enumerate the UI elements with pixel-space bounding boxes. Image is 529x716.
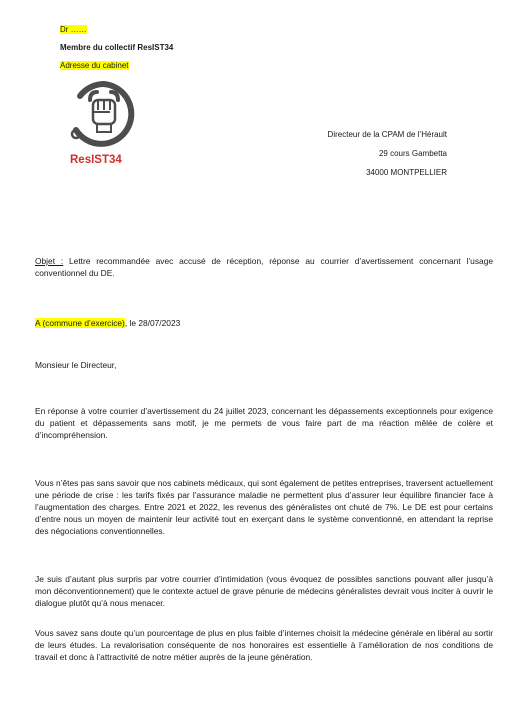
- recipient-line-3: 34000 MONTPELLIER: [366, 168, 447, 177]
- recipient-line-1: Directeur de la CPAM de l’Hérault: [327, 130, 447, 139]
- resist34-logo: [64, 78, 144, 178]
- salutation: Monsieur le Directeur,: [35, 360, 117, 370]
- objet-paragraph: [35, 255, 493, 279]
- body-paragraph-3: Je suis d’autant plus surpris par votre courrier d’intimidation (vous évoquez de possibles sanctions pouvant aller jusqu’à mon déconventionnement) que le contexte actuel de grave pénurie de médecins généralistes devrait vous inciter à ouvrir le dialogue plutôt qu’à nous menacer.: [35, 574, 493, 608]
- place-date: [35, 317, 493, 329]
- sender-address: [60, 60, 129, 71]
- sender-member: Membre du collectif ResIST34: [60, 43, 174, 52]
- body-paragraph-1: En réponse à votre courrier d’avertissement du 24 juillet 2023, concernant les dépassements exceptionnels pour exigence du patient et dépassements sans motif, je me permets de vous faire part de ma réaction mêlée de colère et d’incompréhension.: [35, 406, 493, 440]
- recipient-line-2: 29 cours Gambetta: [378, 149, 447, 158]
- sender-address-text: Adresse du cabinet: [60, 61, 129, 70]
- body-paragraph-2: Vous n’êtes pas sans savoir que nos cabinets médicaux, qui sont également de petites entreprises, traversent actuellement une période de crise : les tarifs fixés par l’assurance maladie ne permettent plus d’assurer leur équilibre financier face à l’augmentation des charges. Entre 2021 et 2022, les revenus des généralistes ont chuté de 7%. Le DE est pour certains d’entre nous un moyen de maintenir leur activité tout en exerçant dans le système conventionné, en attendant la reprise des négociations conventionnelles.: [35, 478, 493, 536]
- place-date-text: , le 28/07/2023: [124, 318, 181, 328]
- sender-dr-text: Dr ……: [60, 25, 87, 34]
- sender-dr: [60, 24, 87, 35]
- body-paragraph-4: Vous savez sans doute qu’un pourcentage de plus en plus faible d’internes choisit la médecine générale en libéral au sortir de leurs études. La revalorisation conséquente de nos honoraires est essentielle à l’amélioration de nos conditions de travail et donc à l’attractivité de notre métier auprès de la jeune génération.: [35, 628, 493, 662]
- objet-text: Lettre recommandée avec accusé de réception, réponse au courrier d’avertissement concernant l’usage conventionnel du DE.: [35, 256, 494, 278]
- place-commune: A (commune d’exercice): [35, 318, 125, 328]
- objet-label: Objet :: [35, 256, 64, 266]
- logo-text: ResIST34: [70, 154, 122, 166]
